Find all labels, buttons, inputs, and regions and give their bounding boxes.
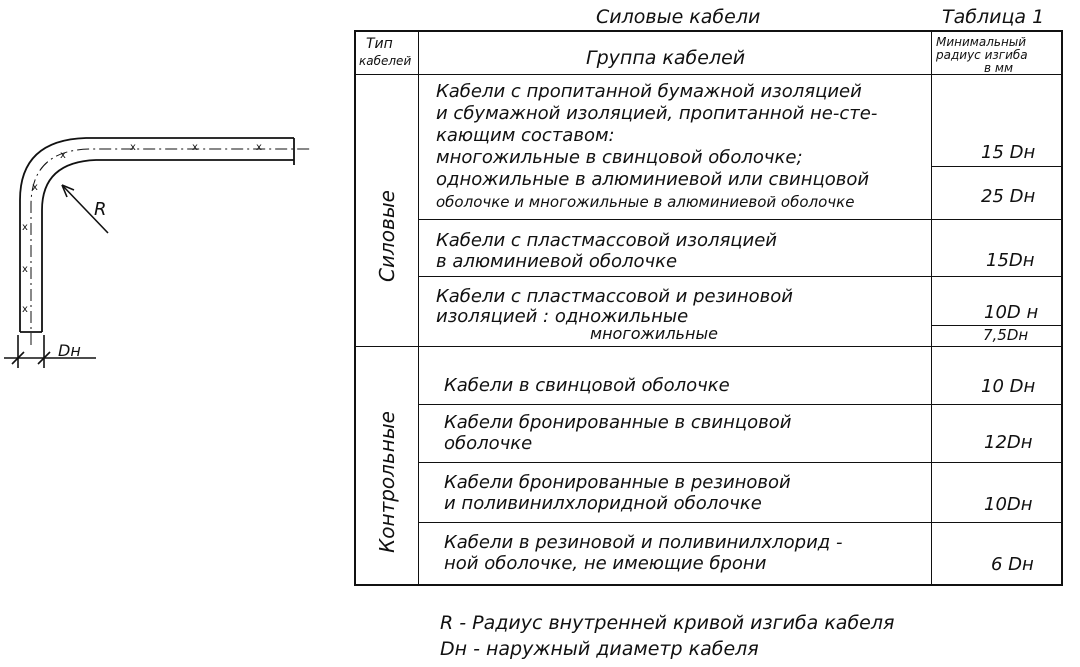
cable-bend-radius-table (354, 30, 1063, 586)
row-rule (418, 522, 1061, 523)
row-text-line: Кабели с пластмассовой и резиновой (436, 286, 793, 307)
svg-text:x: x (192, 142, 198, 153)
cable-outer-edge (20, 138, 294, 332)
header-group: Группа кабелей (586, 47, 746, 69)
svg-text:x: x (256, 142, 262, 153)
row-text-line: Кабели в резиновой и поливинилхлорид - (444, 532, 843, 553)
section-label-power: Силовые (375, 190, 399, 282)
cable-inner-edge (42, 160, 294, 332)
row-text-line: Кабели с пластмассовой изоляцией (436, 230, 778, 251)
table-number: Таблица 1 (942, 6, 1045, 28)
legend-radius: R - Радиус внутренней кривой изгиба кабеля (440, 612, 895, 634)
radius-value: 10D н (984, 302, 1039, 323)
radius-value: 7,5Dн (983, 326, 1029, 344)
row-text-line: многожильные в свинцовой оболочке; (436, 147, 803, 168)
svg-text:x: x (60, 150, 66, 161)
row-text-line: оболочке (444, 433, 533, 454)
radius-value: 15 Dн (981, 142, 1036, 163)
row-text-line: Кабели в свинцовой оболочке (444, 375, 730, 396)
cable-centerline (31, 149, 312, 345)
header-radius-line1: Минимальный (936, 35, 1027, 49)
svg-text:x: x (22, 264, 28, 275)
outer-diameter-label: Dн (58, 341, 81, 360)
value-rule (931, 166, 1061, 167)
header-type-line2: кабелей (359, 54, 412, 68)
column-divider (931, 32, 932, 584)
svg-text:x: x (22, 304, 28, 315)
row-text-line: одножильные в алюминиевой или свинцовой (436, 169, 870, 190)
row-rule (418, 219, 1061, 220)
row-rule (418, 276, 1061, 277)
radius-value: 12Dн (984, 432, 1033, 453)
row-text-line: оболочке и многожильные в алюминиевой оболочке (436, 193, 855, 211)
header-type-line1: Тип (366, 36, 393, 52)
header-radius-line2: радиус изгиба (936, 48, 1028, 62)
row-text-line: в алюминиевой оболочке (436, 251, 678, 272)
radius-value: 6 Dн (991, 554, 1034, 575)
radius-label: R (94, 199, 107, 220)
legend-diameter: Dн - наружный диаметр кабеля (440, 638, 759, 660)
row-text-line: Кабели с пропитанной бумажной изоляцией (436, 81, 862, 102)
section-rule (356, 346, 1061, 347)
radius-value: 10 Dн (981, 376, 1036, 397)
row-text-line: изоляцией : одножильные (436, 306, 689, 327)
column-divider (418, 32, 419, 584)
radius-value: 10Dн (984, 494, 1033, 515)
svg-text:x: x (32, 182, 38, 193)
radius-value: 25 Dн (981, 186, 1036, 207)
cable-bend-diagram (0, 0, 330, 420)
radius-value: 15Dн (986, 250, 1035, 271)
row-text-line: кающим составом: (436, 125, 615, 146)
row-text-line: Кабели бронированные в резиновой (444, 472, 791, 493)
row-text-line: многожильные (590, 324, 718, 343)
header-rule (356, 74, 1061, 75)
row-text-line: и поливинилхлоридной оболочке (444, 493, 762, 514)
row-text-line: Кабели бронированные в свинцовой (444, 412, 792, 433)
svg-text:x: x (22, 222, 28, 233)
row-rule (418, 404, 1061, 405)
table-title: Силовые кабели (596, 6, 761, 28)
row-text-line: и сбумажной изоляцией, пропитанной не-сте- (436, 103, 878, 124)
svg-text:x: x (130, 142, 136, 153)
header-radius-line3: в мм (984, 61, 1013, 75)
section-label-control: Контрольные (375, 411, 399, 553)
row-text-line: ной оболочке, не имеющие брони (444, 553, 767, 574)
row-rule (418, 462, 1061, 463)
